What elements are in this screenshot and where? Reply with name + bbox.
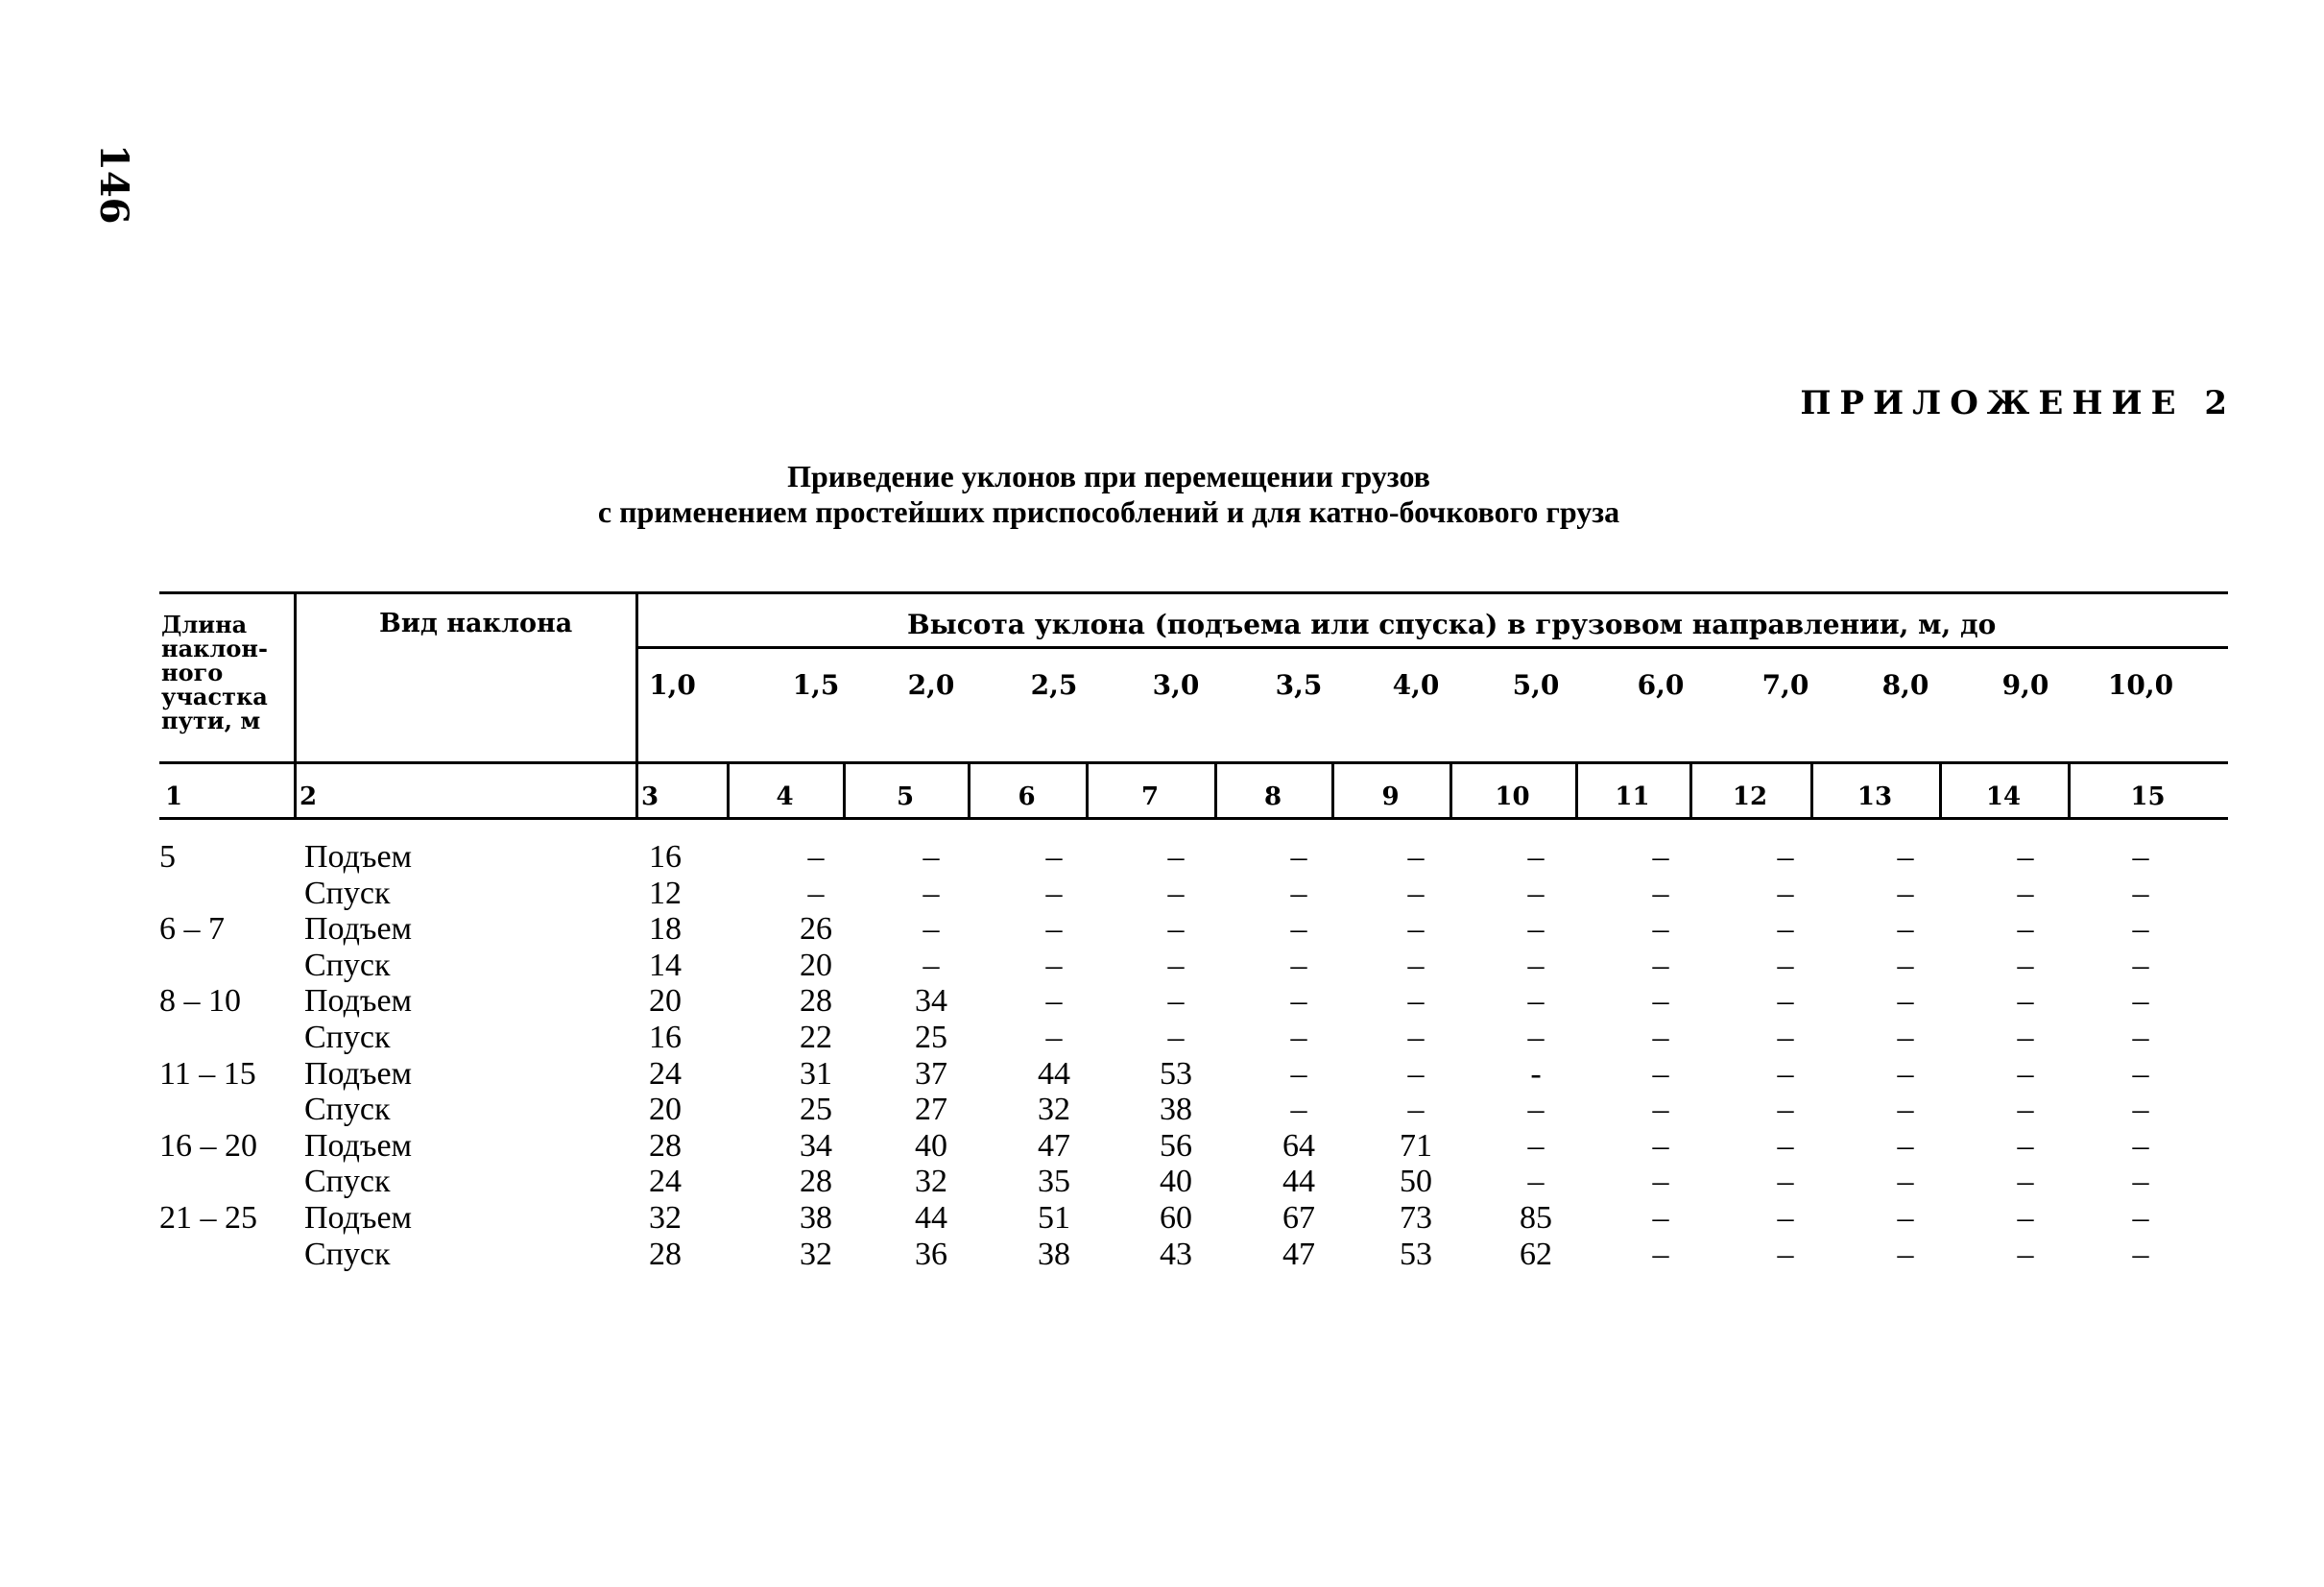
row-kind: Подъем (304, 911, 413, 948)
height-value-header: 6,0 (1637, 669, 1685, 701)
row-kind: Спуск (304, 1020, 391, 1055)
table-cell: – (1652, 1236, 1669, 1272)
row-kind: Подъем (304, 983, 413, 1020)
table-cell: – (2017, 947, 2034, 983)
column-index-divider (2068, 761, 2071, 819)
table-cell: – (922, 947, 940, 983)
column-index-divider (968, 761, 970, 819)
table-cell: – (1527, 1127, 1545, 1164)
table-cell: – (1897, 1236, 1914, 1272)
table-cell: – (1652, 947, 1669, 983)
table-cell: – (1897, 1200, 1914, 1236)
row-length: 21 – 25 (159, 1200, 257, 1236)
table-cell: 38 (1160, 1092, 1192, 1128)
height-value-header: 4,0 (1392, 669, 1440, 701)
table-cell: – (2017, 911, 2034, 948)
height-value-header: 2,5 (1030, 669, 1078, 701)
column-index-divider (1810, 761, 1813, 819)
table-cell: 20 (649, 1092, 682, 1128)
table-cell: 25 (915, 1020, 947, 1055)
column-index-divider (1331, 761, 1334, 819)
table-cell: – (1527, 1092, 1545, 1128)
table-cell: – (1290, 947, 1307, 983)
table-cell: – (1897, 1055, 1914, 1092)
header-divider-1 (294, 591, 297, 819)
row-kind: Подъем (304, 1055, 413, 1092)
column-number: 3 (641, 782, 659, 811)
table-cell: 28 (649, 1236, 682, 1272)
table-cell: 32 (915, 1164, 947, 1200)
table-cell: 64 (1282, 1127, 1315, 1164)
table-cell: 31 (800, 1055, 832, 1092)
table-cell: – (1897, 839, 1914, 875)
table-cell: – (1045, 1020, 1063, 1055)
table-cell: 35 (1038, 1164, 1070, 1200)
table-cell: – (2017, 1164, 2034, 1200)
table-cell: – (1045, 983, 1063, 1020)
table-cell: – (922, 875, 940, 911)
table-cell: 47 (1038, 1127, 1070, 1164)
table-cell: – (2017, 1200, 2034, 1236)
table-cell: 28 (649, 1127, 682, 1164)
table-cell: – (1167, 947, 1185, 983)
table-cell: – (807, 839, 825, 875)
page-number: 146 (91, 144, 136, 225)
height-value-header: 10,0 (2107, 669, 2174, 701)
table-cell: – (1290, 983, 1307, 1020)
table-cell: – (2132, 947, 2149, 983)
table-cell: – (1290, 839, 1307, 875)
table-title-line-2: с применением простейших приспособлений и для катно-бочкового груза (597, 494, 1620, 529)
column-index-divider (1575, 761, 1578, 819)
table-cell: – (2017, 1127, 2034, 1164)
table-cell: 51 (1038, 1200, 1070, 1236)
table-cell: – (1897, 911, 1914, 948)
table-cell: – (2132, 911, 2149, 948)
table-cell: – (1777, 947, 1794, 983)
table-cell: – (1045, 875, 1063, 911)
table-cell: 18 (649, 911, 682, 948)
table-cell: – (1777, 1055, 1794, 1092)
table-cell: – (1777, 875, 1794, 911)
row-length: 6 – 7 (159, 911, 225, 948)
table-cell: – (1652, 1127, 1669, 1164)
column-number: 13 (1857, 782, 1893, 811)
table-cell: 32 (800, 1236, 832, 1272)
table-cell: 24 (649, 1164, 682, 1200)
table-cell: 73 (1400, 1200, 1432, 1236)
table-cell: – (1407, 911, 1425, 948)
table-cell: 53 (1160, 1055, 1192, 1092)
table-cell: – (2132, 1127, 2149, 1164)
table-cell: – (1777, 1164, 1794, 1200)
table-cell: – (1290, 1055, 1307, 1092)
table-cell: – (1897, 983, 1914, 1020)
table-cell: – (1167, 911, 1185, 948)
column-number: 8 (1263, 782, 1282, 811)
table-cell: 40 (915, 1127, 947, 1164)
column-number: 14 (1985, 782, 2022, 811)
table-cell: – (1777, 1092, 1794, 1128)
column-index-divider (843, 761, 846, 819)
table-cell: 53 (1400, 1236, 1432, 1272)
row-kind: Подъем (304, 1127, 413, 1164)
table-cell: – (1527, 1164, 1545, 1200)
table-cell: – (1045, 947, 1063, 983)
header-bottom-rule (159, 761, 2228, 764)
table-cell: – (2017, 875, 2034, 911)
table-cell: – (1897, 875, 1914, 911)
table-cell: – (2017, 1092, 2034, 1128)
header-height: Высота уклона (подъема или спуска) в грузовом направлении, м, до (907, 609, 1997, 640)
table-cell: – (922, 839, 940, 875)
table-cell: – (1167, 875, 1185, 911)
table-cell: – (1407, 1020, 1425, 1055)
row-length: 11 – 15 (159, 1055, 256, 1092)
table-cell: – (1167, 1020, 1185, 1055)
table-cell: – (1290, 1020, 1307, 1055)
table-cell: – (1407, 875, 1425, 911)
height-value-header: 3,0 (1152, 669, 1200, 701)
table-cell: – (2132, 1236, 2149, 1272)
table-cell: 71 (1400, 1127, 1432, 1164)
table-cell: – (1527, 911, 1545, 948)
table-cell: – (1652, 1092, 1669, 1128)
table-cell: – (1290, 875, 1307, 911)
table-cell: – (1777, 911, 1794, 948)
table-cell: 43 (1160, 1236, 1192, 1272)
table-cell: 56 (1160, 1127, 1192, 1164)
table-cell: – (1407, 947, 1425, 983)
table-cell: – (1407, 983, 1425, 1020)
column-number: 12 (1732, 782, 1768, 811)
table-cell: – (2132, 1200, 2149, 1236)
table-cell: – (2017, 1020, 2034, 1055)
table-cell: 60 (1160, 1200, 1192, 1236)
table-cell: 20 (800, 947, 832, 983)
table-cell: – (2132, 1092, 2149, 1128)
table-cell: – (1527, 875, 1545, 911)
table-cell: 44 (1038, 1055, 1070, 1092)
table-cell: – (1897, 1127, 1914, 1164)
table-cell: 34 (800, 1127, 832, 1164)
table-cell: 50 (1400, 1164, 1432, 1200)
row-kind: Спуск (304, 1164, 391, 1200)
height-value-header: 7,0 (1761, 669, 1809, 701)
table-cell: – (1652, 839, 1669, 875)
table-cell: – (1407, 1055, 1425, 1092)
table-cell: 27 (915, 1092, 947, 1128)
table-cell: – (1652, 1200, 1669, 1236)
table-cell: – (1290, 1092, 1307, 1128)
table-cell: – (807, 875, 825, 911)
table-cell: – (1777, 839, 1794, 875)
column-number: 5 (896, 782, 915, 811)
table-cell: 16 (649, 839, 682, 875)
table-cell: – (2132, 1164, 2149, 1200)
table-cell: 20 (649, 983, 682, 1020)
table-cell: – (1527, 983, 1545, 1020)
table-cell: – (2017, 1055, 2034, 1092)
table-cell: 36 (915, 1236, 947, 1272)
row-length: 8 – 10 (159, 983, 241, 1020)
table-cell: – (1167, 839, 1185, 875)
header-divider-2 (635, 591, 638, 819)
height-value-header: 8,0 (1881, 669, 1929, 701)
table-cell: – (1045, 839, 1063, 875)
table-cell: 28 (800, 983, 832, 1020)
table-cell: 34 (915, 983, 947, 1020)
table-cell: 67 (1282, 1200, 1315, 1236)
table-cell: 24 (649, 1055, 682, 1092)
table-cell: 22 (800, 1020, 832, 1055)
table-cell: – (1407, 839, 1425, 875)
column-number: 4 (776, 782, 794, 811)
row-kind: Спуск (304, 1236, 391, 1272)
header-length: Длина наклон-ного участка пути, м (161, 611, 268, 734)
table-cell: – (2132, 983, 2149, 1020)
table-cell: – (1777, 1020, 1794, 1055)
table-cell: – (922, 911, 940, 948)
column-index-divider (1939, 761, 1942, 819)
table-cell: – (1777, 1236, 1794, 1272)
height-value-header: 1,0 (649, 669, 696, 701)
column-number: 7 (1140, 782, 1160, 811)
table-cell: – (1897, 1020, 1914, 1055)
table-cell: – (2017, 983, 2034, 1020)
table-cell: 14 (649, 947, 682, 983)
height-value-header: 1,5 (792, 669, 840, 701)
table-cell: – (1045, 911, 1063, 948)
column-index-divider (727, 761, 730, 819)
table-cell: 62 (1520, 1236, 1552, 1272)
column-number: 6 (1018, 782, 1036, 811)
table-cell: – (1897, 1164, 1914, 1200)
table-cell: 38 (1038, 1236, 1070, 1272)
table-cell: – (2017, 1236, 2034, 1272)
table-cell: – (1897, 1092, 1914, 1128)
table-cell: – (2132, 1055, 2149, 1092)
row-kind: Подъем (304, 1200, 413, 1236)
row-length: 16 – 20 (159, 1127, 257, 1164)
height-value-header: 5,0 (1512, 669, 1560, 701)
height-value-header: 2,0 (907, 669, 955, 701)
row-kind: Спуск (304, 1092, 391, 1128)
column-number: 2 (299, 782, 318, 811)
table-cell: – (2132, 1020, 2149, 1055)
table-cell: – (1777, 1127, 1794, 1164)
column-number: 15 (2130, 782, 2166, 811)
table-cell: – (1652, 1164, 1669, 1200)
table-cell: – (1527, 839, 1545, 875)
table-cell: – (2132, 875, 2149, 911)
table-title-line-1: Приведение уклонов при перемещении грузов (787, 459, 1430, 493)
table-cell: – (1290, 911, 1307, 948)
table-cell: – (1897, 947, 1914, 983)
table-cell: 38 (800, 1200, 832, 1236)
table-cell: 44 (915, 1200, 947, 1236)
table-cell: 40 (1160, 1164, 1192, 1200)
table-cell: 47 (1282, 1236, 1315, 1272)
table-cell: 25 (800, 1092, 832, 1128)
table-top-rule (159, 591, 2228, 594)
table-cell: – (2017, 839, 2034, 875)
header-kind: Вид наклона (379, 609, 573, 638)
table-cell: – (1652, 875, 1669, 911)
table-cell: – (1407, 1092, 1425, 1128)
table-cell: 32 (649, 1200, 682, 1236)
table-cell: – (1527, 947, 1545, 983)
table-cell: 44 (1282, 1164, 1315, 1200)
table-cell: – (1652, 1020, 1669, 1055)
table-cell: 12 (649, 875, 682, 911)
column-index-divider (1450, 761, 1452, 819)
column-number: 1 (165, 782, 183, 811)
table-cell: – (1652, 983, 1669, 1020)
appendix-label: ПРИЛОЖЕНИЕ 2 (1800, 384, 2236, 422)
table-cell: - (1530, 1055, 1542, 1092)
column-number: 11 (1615, 782, 1650, 811)
row-kind: Спуск (304, 947, 391, 983)
height-value-header: 9,0 (2001, 669, 2049, 701)
column-number: 10 (1495, 782, 1530, 811)
row-length: 5 (159, 839, 176, 875)
table-cell: – (1777, 983, 1794, 1020)
height-value-header: 3,5 (1275, 669, 1323, 701)
table-cell: 37 (915, 1055, 947, 1092)
table-cell: – (1652, 911, 1669, 948)
row-kind: Подъем (304, 839, 413, 875)
table-cell: – (1527, 1020, 1545, 1055)
column-index-divider (1086, 761, 1089, 819)
table-cell: 85 (1520, 1200, 1552, 1236)
header-height-rule (637, 646, 2228, 649)
column-index-rule (159, 817, 2228, 820)
column-index-divider (1214, 761, 1217, 819)
table-cell: 16 (649, 1020, 682, 1055)
column-index-divider (1689, 761, 1692, 819)
table-cell: 28 (800, 1164, 832, 1200)
column-number: 9 (1381, 782, 1400, 811)
table-cell: 26 (800, 911, 832, 948)
table-cell: – (2132, 839, 2149, 875)
table-cell: – (1167, 983, 1185, 1020)
row-kind: Спуск (304, 875, 391, 911)
table-cell: – (1652, 1055, 1669, 1092)
table-cell: 32 (1038, 1092, 1070, 1128)
table-cell: – (1777, 1200, 1794, 1236)
